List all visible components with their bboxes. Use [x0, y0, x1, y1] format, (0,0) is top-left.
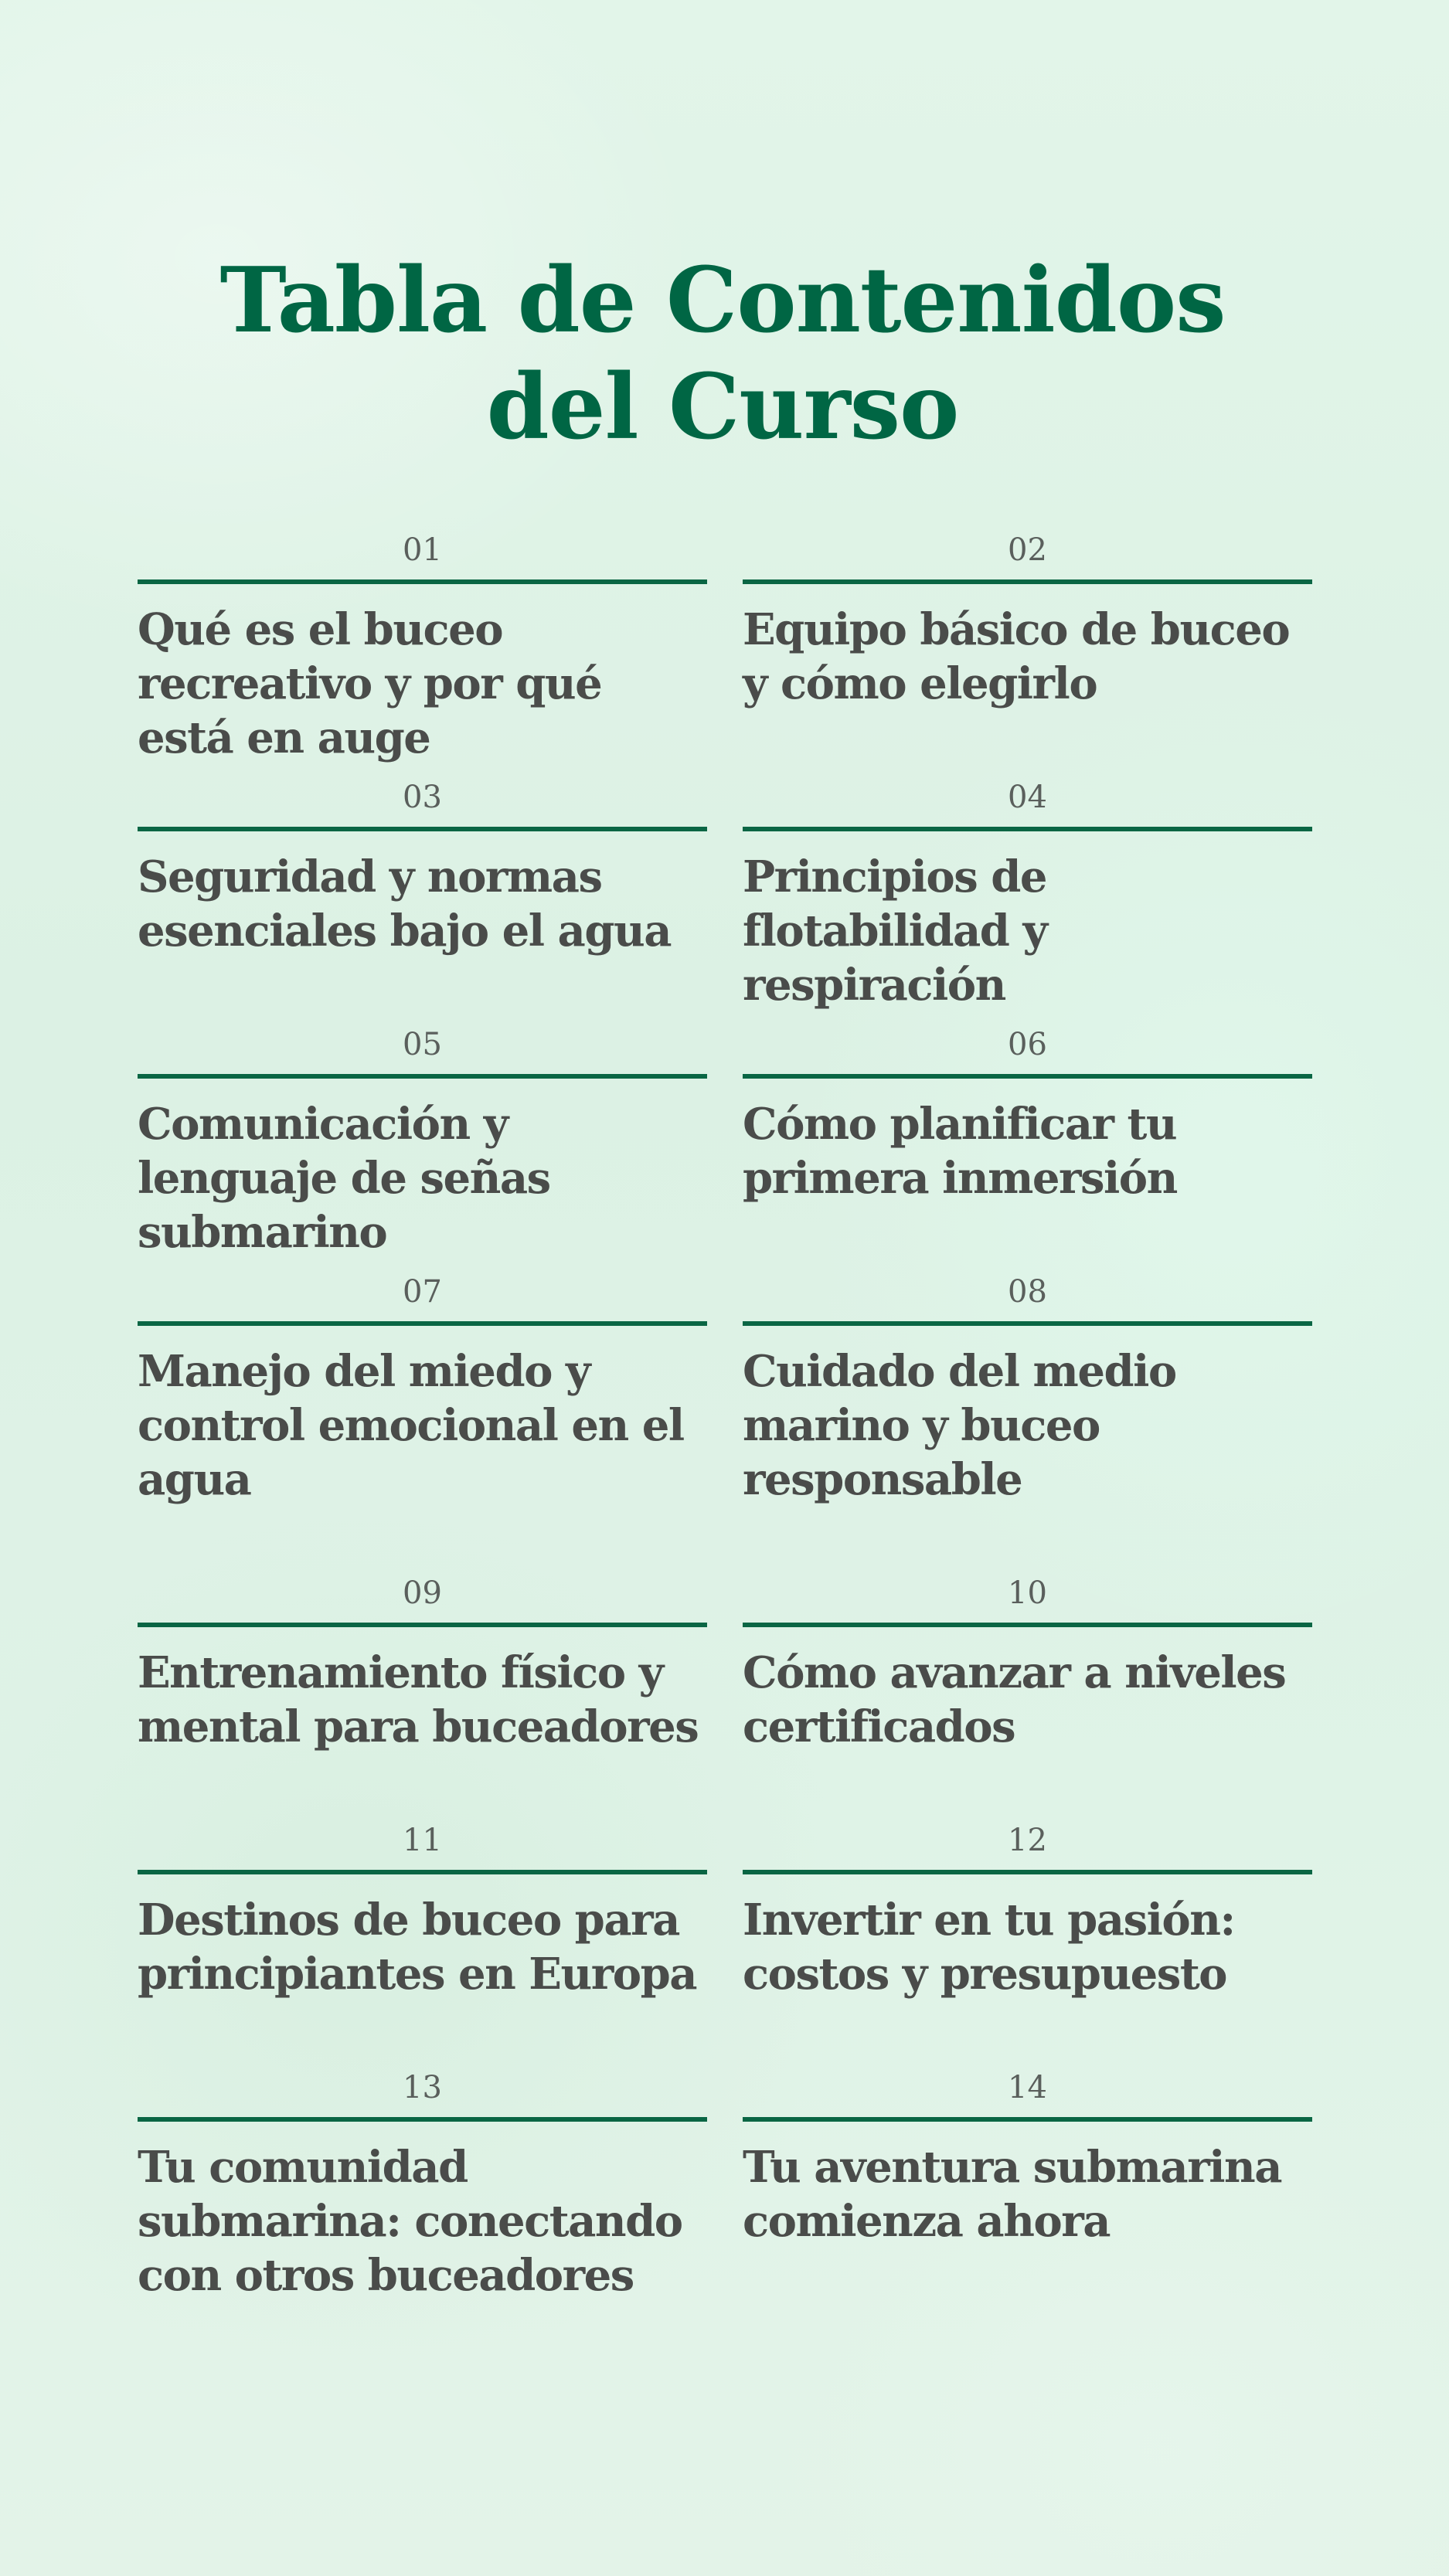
toc-row — [138, 525, 1312, 773]
toc-item[interactable] — [138, 1816, 707, 2063]
toc-item-number: 10 — [1008, 1575, 1047, 1611]
toc-item-divider — [138, 1623, 707, 1627]
toc-item-label: Comunicación y lenguaje de señas submarino — [138, 1099, 550, 1258]
toc-item[interactable] — [743, 1568, 1312, 1816]
toc-item-number: 01 — [403, 532, 442, 568]
page-title: Tabla de Contenidos del Curso — [219, 248, 1226, 460]
toc-item-divider — [743, 1870, 1312, 1874]
toc-row — [138, 1568, 1312, 1816]
toc-item[interactable] — [743, 1267, 1312, 1568]
toc-item[interactable] — [138, 1267, 707, 1568]
toc-item[interactable] — [138, 525, 707, 773]
toc-item-divider — [743, 1623, 1312, 1627]
toc-item-number: 12 — [1008, 1823, 1047, 1858]
toc-item-label: Invertir en tu pasión: costos y presupuesto — [743, 1895, 1235, 2000]
toc-item-number: 11 — [403, 1823, 442, 1858]
toc-item-divider — [743, 1074, 1312, 1079]
toc-item-label: Seguridad y normas esenciales bajo el agua — [138, 851, 671, 957]
toc-item[interactable] — [743, 773, 1312, 1020]
toc-item-label: Manejo del miedo y control emocional en el agua — [138, 1346, 684, 1505]
toc-item-label: Equipo básico de buceo y cómo elegirlo — [743, 604, 1290, 709]
toc-item-divider — [138, 827, 707, 831]
toc-item[interactable] — [743, 525, 1312, 773]
toc-item-label: Principios de flotabilidad y respiración — [743, 851, 1047, 1011]
toc-item-label: Destinos de buceo para principiantes en Europa — [138, 1895, 697, 2000]
toc-item[interactable] — [138, 1020, 707, 1267]
toc-item-divider — [743, 1321, 1312, 1326]
toc-item-divider — [138, 1870, 707, 1874]
toc-item-number: 13 — [403, 2070, 442, 2105]
toc-item-divider — [743, 827, 1312, 831]
toc-item[interactable] — [743, 1020, 1312, 1267]
toc-item-label: Qué es el buceo recreativo y por qué está en auge — [138, 604, 602, 763]
toc-row — [138, 1020, 1312, 1267]
toc-item-label: Tu comunidad submarina: conectando con otros buceadores — [138, 2142, 682, 2301]
toc-item[interactable] — [743, 2063, 1312, 2364]
toc-row — [138, 773, 1312, 1020]
toc-item[interactable] — [138, 1568, 707, 1816]
toc-item-label: Tu aventura submarina comienza ahora — [743, 2142, 1281, 2247]
toc-item-number: 04 — [1008, 780, 1047, 815]
toc-item-label: Cómo planificar tu primera inmersión — [743, 1099, 1177, 1204]
toc-item-number: 06 — [1008, 1027, 1047, 1062]
toc-item-divider — [138, 1074, 707, 1079]
toc-item-divider — [138, 579, 707, 584]
toc-item-number: 03 — [403, 780, 442, 815]
toc-item-number: 02 — [1008, 532, 1047, 568]
toc-item-label: Entrenamiento físico y mental para buceadores — [138, 1647, 699, 1752]
toc-item[interactable] — [138, 773, 707, 1020]
toc-item-divider — [138, 2117, 707, 2122]
toc-item-divider — [138, 1321, 707, 1326]
toc-item-number: 14 — [1008, 2070, 1047, 2105]
toc-item-number: 07 — [403, 1274, 442, 1310]
toc-item-number: 09 — [403, 1575, 442, 1611]
toc-item-divider — [743, 2117, 1312, 2122]
toc-row — [138, 2063, 1312, 2364]
toc-row — [138, 1267, 1312, 1568]
toc-item-number: 05 — [403, 1027, 442, 1062]
toc-item[interactable] — [743, 1816, 1312, 2063]
toc-item[interactable] — [138, 2063, 707, 2364]
table-of-contents — [138, 525, 1312, 2364]
toc-item-label: Cuidado del medio marino y buceo responsable — [743, 1346, 1176, 1505]
toc-item-label: Cómo avanzar a niveles certificados — [743, 1647, 1286, 1752]
toc-item-divider — [743, 579, 1312, 584]
toc-row — [138, 1816, 1312, 2063]
toc-item-number: 08 — [1008, 1274, 1047, 1310]
